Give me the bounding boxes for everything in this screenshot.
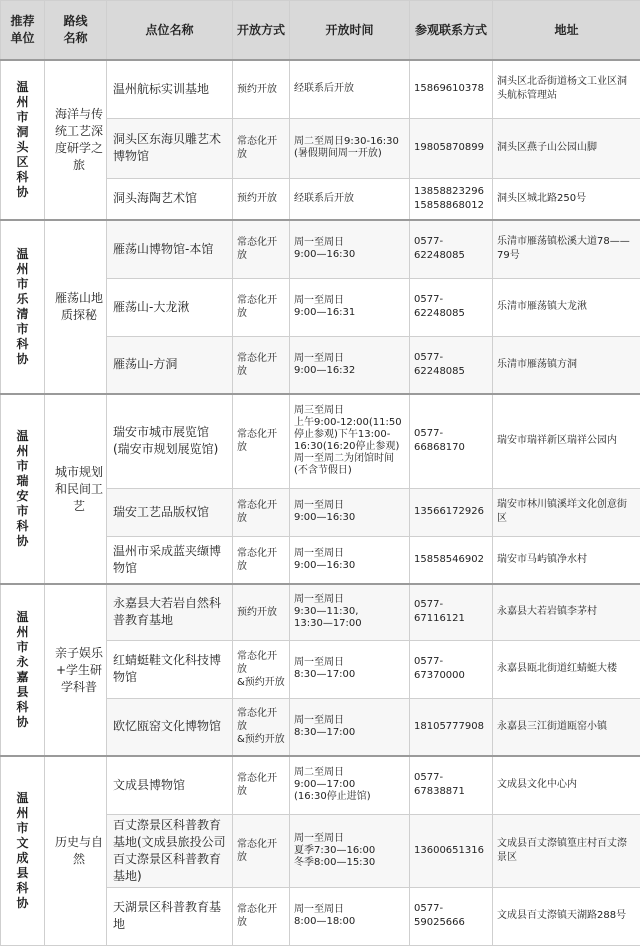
contact-info: 0577-62248085 (410, 220, 493, 278)
address: 文成县文化中心内 (493, 756, 640, 814)
route-name-text: 城市规划和民间工艺 (55, 464, 103, 515)
open-time: 周一至周日 8:30—17:00 (290, 698, 410, 756)
route-name (45, 756, 107, 945)
open-time: 经联系后开放 (290, 178, 410, 220)
open-mode: 预约开放 (233, 178, 290, 220)
address: 永嘉县三江街道瓯窑小镇 (493, 698, 640, 756)
address: 文成县百丈漈镇天湖路288号 (493, 887, 640, 945)
open-time: 周二至周日9:30-16:30 (暑假期间周一开放) (290, 118, 410, 178)
open-mode: 预约开放 (233, 60, 290, 118)
contact-info: 0577-62248085 (410, 336, 493, 394)
header-open-time: 开放时间 (290, 1, 410, 61)
open-time: 周一至周日 9:00—16:32 (290, 336, 410, 394)
route-name (45, 584, 107, 756)
site-name: 雁荡山博物馆-本馆 (107, 220, 233, 278)
address: 乐清市雁荡镇方洞 (493, 336, 640, 394)
address: 洞头区燕子山公园山脚 (493, 118, 640, 178)
site-name: 瑞安工艺品版权馆 (107, 488, 233, 536)
site-name: 温州市采成蓝夹缬博物馆 (107, 536, 233, 584)
table-row (1, 584, 640, 640)
open-mode: 常态化开放 (233, 887, 290, 945)
contact-info: 0577-62248085 (410, 278, 493, 336)
open-mode: 常态化开放 (233, 278, 290, 336)
site-name: 百丈漈景区科普教育基地(文成县旅投公司百丈漈景区科普教育基地) (107, 814, 233, 887)
header-unit: 推荐单位 (1, 1, 45, 61)
recommending-unit-text: 温州市洞头区科协 (16, 80, 30, 200)
open-mode: 常态化开放 (233, 336, 290, 394)
contact-info: 0577-66868170 (410, 394, 493, 488)
site-name: 雁荡山-大龙湫 (107, 278, 233, 336)
recommending-unit-text: 温州市乐清市科协 (16, 247, 30, 367)
address: 洞头区城北路250号 (493, 178, 640, 220)
recommending-unit-text: 温州市文成县科协 (16, 791, 30, 911)
contact-info: 18105777908 (410, 698, 493, 756)
contact-info: 13858823296 15858868012 (410, 178, 493, 220)
header-address: 地址 (493, 1, 640, 61)
open-time: 周一至周日 9:00—16:30 (290, 536, 410, 584)
open-time: 周三至周日 上午9:00-12:00(11:50停止参观)下午13:00-16:30(16:20停止参观) 周一至周二为闭馆时间 (不含节假日) (290, 394, 410, 488)
site-name: 文成县博物馆 (107, 756, 233, 814)
route-name (45, 220, 107, 394)
route-name-text: 海洋与传统工艺深度研学之旅 (55, 106, 103, 174)
site-name: 瑞安市城市展览馆 (瑞安市规划展览馆) (107, 394, 233, 488)
open-time: 周一至周日 8:30—17:00 (290, 640, 410, 698)
open-mode: 常态化开放 (233, 118, 290, 178)
route-name (45, 60, 107, 220)
open-time: 周一至周日 夏季7:30—16:00 冬季8:00—15:30 (290, 814, 410, 887)
header-open-mode: 开放方式 (233, 1, 290, 61)
table-row (1, 220, 640, 278)
recommending-unit (1, 220, 45, 394)
open-mode: 常态化开放 (233, 756, 290, 814)
contact-info: 13600651316 (410, 814, 493, 887)
site-name: 天湖景区科普教育基地 (107, 887, 233, 945)
open-mode: 常态化开放 (233, 220, 290, 278)
recommending-unit (1, 60, 45, 220)
open-time: 经联系后开放 (290, 60, 410, 118)
open-mode: 常态化开放 &预约开放 (233, 698, 290, 756)
address: 瑞安市瑞祥新区瑞祥公园内 (493, 394, 640, 488)
site-name: 红蜻蜓鞋文化科技博物馆 (107, 640, 233, 698)
site-name: 雁荡山-方洞 (107, 336, 233, 394)
open-time: 周一至周日 9:00—16:30 (290, 220, 410, 278)
recommending-unit (1, 394, 45, 584)
address: 洞头区北岙街道杨文工业区洞头航标管理站 (493, 60, 640, 118)
open-time: 周一至周日 9:00—16:31 (290, 278, 410, 336)
header-site-name: 点位名称 (107, 1, 233, 61)
address: 瑞安市马屿镇净水村 (493, 536, 640, 584)
open-mode: 常态化开放 (233, 488, 290, 536)
site-name: 洞头海陶艺术馆 (107, 178, 233, 220)
header-route: 路线名称 (45, 1, 107, 61)
table-row (1, 756, 640, 814)
open-mode: 常态化开放 (233, 536, 290, 584)
contact-info: 0577-67116121 (410, 584, 493, 640)
contact-info: 0577-67370000 (410, 640, 493, 698)
site-name: 洞头区东海贝雕艺术博物馆 (107, 118, 233, 178)
contact-info: 0577-67838871 (410, 756, 493, 814)
site-name: 永嘉县大若岩自然科普教育基地 (107, 584, 233, 640)
address: 乐清市雁荡镇大龙湫 (493, 278, 640, 336)
recommending-unit (1, 584, 45, 756)
contact-info: 19805870899 (410, 118, 493, 178)
address: 瑞安市林川镇溪垟文化创意街区 (493, 488, 640, 536)
open-time: 周一至周日 8:00—18:00 (290, 887, 410, 945)
address: 永嘉县瓯北街道红蜻蜓大楼 (493, 640, 640, 698)
open-mode: 预约开放 (233, 584, 290, 640)
open-time: 周一至周日 9:00—16:30 (290, 488, 410, 536)
open-mode: 常态化开放 &预约开放 (233, 640, 290, 698)
route-name (45, 394, 107, 584)
header-contact: 参观联系方式 (410, 1, 493, 61)
contact-info: 15858546902 (410, 536, 493, 584)
open-mode: 常态化开放 (233, 394, 290, 488)
contact-info: 13566172926 (410, 488, 493, 536)
open-mode: 常态化开放 (233, 814, 290, 887)
open-time: 周二至周日 9:00—17:00 (16:30停止进馆) (290, 756, 410, 814)
table-header-row (1, 1, 640, 61)
recommending-unit-text: 温州市永嘉县科协 (16, 610, 30, 730)
address: 永嘉县大若岩镇李茅村 (493, 584, 640, 640)
address: 乐清市雁荡镇松溪大道78——79号 (493, 220, 640, 278)
contact-info: 15869610378 (410, 60, 493, 118)
table-row (1, 394, 640, 488)
recommending-unit (1, 756, 45, 945)
open-time: 周一至周日 9:30—11:30, 13:30—17:00 (290, 584, 410, 640)
table-body (1, 60, 640, 945)
site-name: 温州航标实训基地 (107, 60, 233, 118)
contact-info: 0577-59025666 (410, 887, 493, 945)
route-name-text: 历史与自然 (55, 834, 103, 868)
table-row (1, 60, 640, 118)
route-name-text: 亲子娱乐+学生研学科普 (55, 645, 103, 696)
site-name: 欧忆瓯窑文化博物馆 (107, 698, 233, 756)
address: 文成县百丈漈镇篁庄村百丈漈景区 (493, 814, 640, 887)
route-name-text: 雁荡山地质探秘 (55, 290, 103, 324)
recommending-unit-text: 温州市瑞安市科协 (16, 429, 30, 549)
